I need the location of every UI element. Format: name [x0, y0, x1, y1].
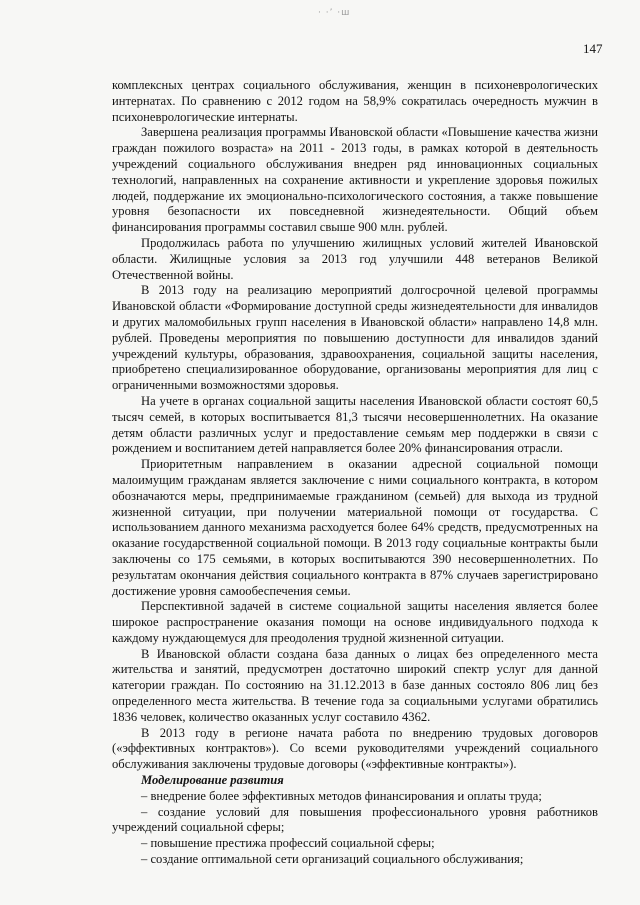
- page-number: 147: [583, 41, 603, 56]
- scan-artifact-mark: · ·ʼ ·ш: [318, 8, 351, 18]
- paragraph-3: Продолжилась работа по улучшению жилищных условий жителей Ивановской области. Жилищные условия за 2013 год улучшили 448 ветеранов Великой Отечественной войны.: [112, 235, 598, 282]
- list-item: – повышение престижа профессий социальной сферы;: [141, 836, 435, 851]
- list-item: – внедрение более эффективных методов финансирования и оплаты труда;: [141, 788, 542, 803]
- paragraph-7: Перспективной задачей в системе социальной защиты населения является более широкое распространение оказания помощи на основе индивидуального подхода к каждому нуждающемуся для преодоления трудной жизненной ситуации.: [112, 599, 598, 645]
- paragraph-9: В 2013 году в регионе начата работа по внедрению трудовых договоров («эффективных контрактов»). Со всеми руководителями учреждений социального обслуживания заключены трудовые договоры («эффективные контракты»).: [112, 725, 598, 772]
- paragraph-5: На учете в органах социальной защиты населения Ивановской области состоят 60,5 тысяч семей, в которых воспитывается 81,3 тысячи несовершеннолетних. На оказание детям области различных услуг и предоставление семьям мер поддержки в связи с рождением и воспитанием детей направляется более 20% финансирования отрасли.: [112, 393, 598, 456]
- paragraph-8: В Ивановской области создана база данных о лицах без определенного места жительства и занятий, предусмотрен достаточно широкий спектр услуг для данной категории граждан. По состоянию на 31.12.2013 в базе данных состояло 806 лиц без определенного места жительства. В течение года за социальными услугами обратились 1836 человек, количество оказанных услуг составило 4362.: [112, 646, 598, 724]
- paragraph-2: Завершена реализация программы Ивановской области «Повышение качества жизни граждан пожилого возраста» на 2011 - 2013 годы, в рамках которой в деятельность учреждений социального обслуживания внедрен ряд инновационных социальных технологий, направленных на сохранение активности и укрепление здоровья пожилых людей, поддержание их эмоционально-психологического состояния, а также повышение уровня безопасности их повседневной жизнедеятельности. Общий объем финансирования программы составил свыше 900 млн. рублей.: [112, 125, 598, 235]
- section-heading: Моделирование развития: [141, 773, 284, 788]
- paragraph-6: Приоритетным направлением в оказании адресной социальной помощи малоимущим гражданам является заключение с ними социального контракта, в котором обозначаются меры, предпринимаемые гражданином (семьей) для выхода из трудной жизненной ситуации, при получении материальной помощи от государства. С использованием данного механизма расходуется более 64% средств, предусмотренных на оказание государственной социальной помощи. В 2013 году социальные контракты были заключены со 175 семьями, в которых воспитываются 390 несовершеннолетних. По результатам окончания действия социального контракта в 87% случаев зарегистрировано достижение уровня самообеспечения семьи.: [112, 457, 598, 598]
- list-item: – создание условий для повышения профессионального уровня работников учреждений социальной сферы;: [112, 804, 598, 835]
- development-measures-list: [112, 789, 598, 868]
- paragraph-4: В 2013 году на реализацию мероприятий долгосрочной целевой программы Ивановской области «Формирование доступной среды жизнедеятельности для инвалидов и других маломобильных групп населения в Ивановской области» направлено 14,8 млн. рублей. Проведены мероприятия по повышению доступности для инвалидов зданий учреждений культуры, образования, здравоохранения, социальной защиты населения, приобретено специализированное оборудование, организованы мероприятия для лиц с ограниченными возможностями здоровья.: [112, 283, 598, 393]
- document-body: [112, 78, 598, 868]
- list-item: – создание оптимальной сети организаций социального обслуживания;: [141, 852, 524, 867]
- paragraph-1: комплексных центрах социального обслуживания, женщин в психоневрологических интернатах. По сравнению с 2012 годом на 58,9% сократилась очередность мужчин в психоневрологические интернаты.: [112, 78, 598, 124]
